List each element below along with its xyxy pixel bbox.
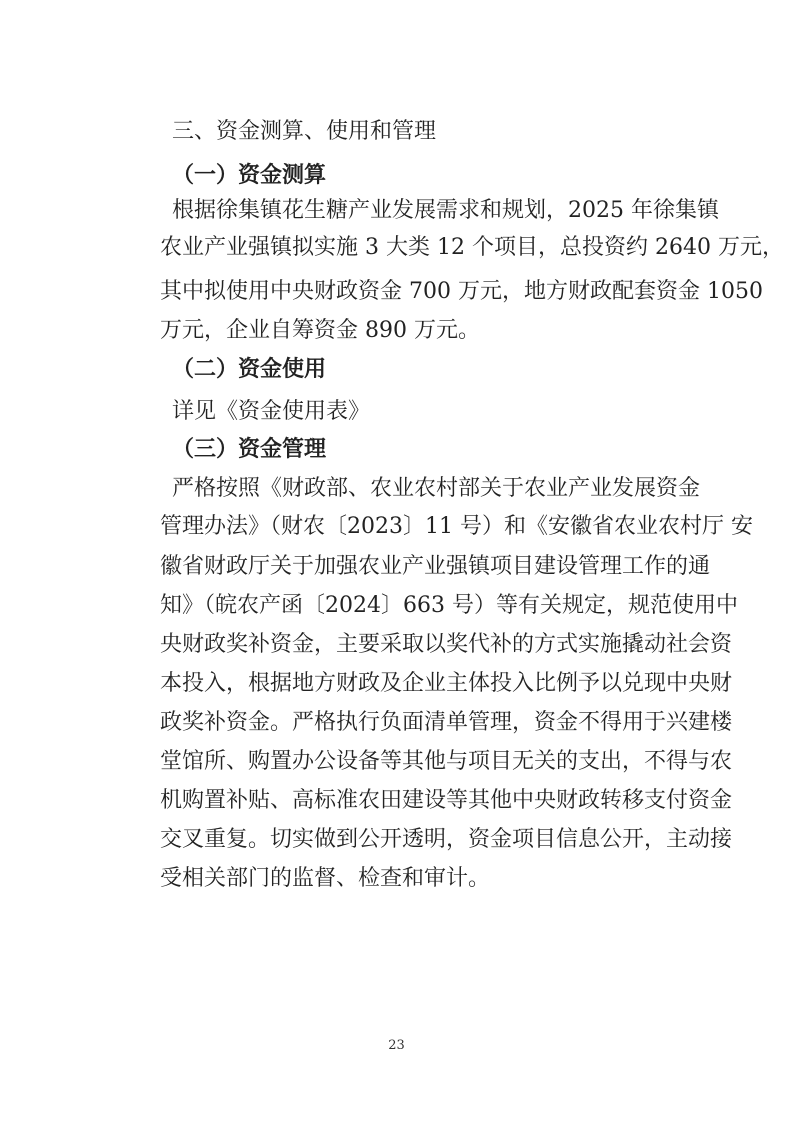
paragraph-line: 根据徐集镇花生糖产业发展需求和规划，2025 年徐集镇 xyxy=(172,198,719,223)
paragraph-line: 万元，企业自筹资金 890 万元。 xyxy=(160,318,480,343)
paragraph-line: 央财政奖补资金，主要采取以奖代补的方式实施撬动社会资 xyxy=(160,632,733,657)
paragraph-line: 堂馆所、购置办公设备等其他与项目无关的支出，不得与农 xyxy=(160,749,733,774)
paragraph-line: 严格按照《财政部、农业农村部关于农业产业发展资金 xyxy=(172,476,701,501)
subsection-heading-1: （一）资金测算 xyxy=(172,163,327,188)
paragraph-line: 政奖补资金。严格执行负面清单管理，资金不得用于兴建楼 xyxy=(160,710,733,735)
paragraph-line: 机购置补贴、高标准农田建设等其他中央财政转移支付资金 xyxy=(160,788,733,813)
paragraph-line: 知》（皖农产函〔2024〕663 号）等有关规定，规范使用中 xyxy=(160,593,738,618)
paragraph-line: 农业产业强镇拟实施 3 大类 12 个项目，总投资约 2640 万元， xyxy=(160,235,784,260)
subsection-heading-3: （三）资金管理 xyxy=(172,437,327,462)
subsection-heading-2: （二）资金使用 xyxy=(172,357,327,382)
paragraph-line: 徽省财政厅关于加强农业产业强镇项目建设管理工作的通 xyxy=(160,554,711,579)
paragraph-line: 管理办法》（财农〔2023〕11 号）和《安徽省农业农村厅 安 xyxy=(160,514,753,539)
paragraph-line: 详见《资金使用表》 xyxy=(172,399,371,424)
paragraph-line: 受相关部门的监督、检查和审计。 xyxy=(160,866,491,891)
section-heading: 三、资金测算、使用和管理 xyxy=(172,119,437,144)
paragraph-line: 本投入，根据地方财政及企业主体投入比例予以兑现中央财 xyxy=(160,671,733,696)
page-number: 23 xyxy=(388,1038,405,1053)
paragraph-line: 交叉重复。切实做到公开透明，资金项目信息公开，主动接 xyxy=(160,827,733,852)
paragraph-line: 其中拟使用中央财政资金 700 万元，地方财政配套资金 1050 xyxy=(160,279,763,304)
